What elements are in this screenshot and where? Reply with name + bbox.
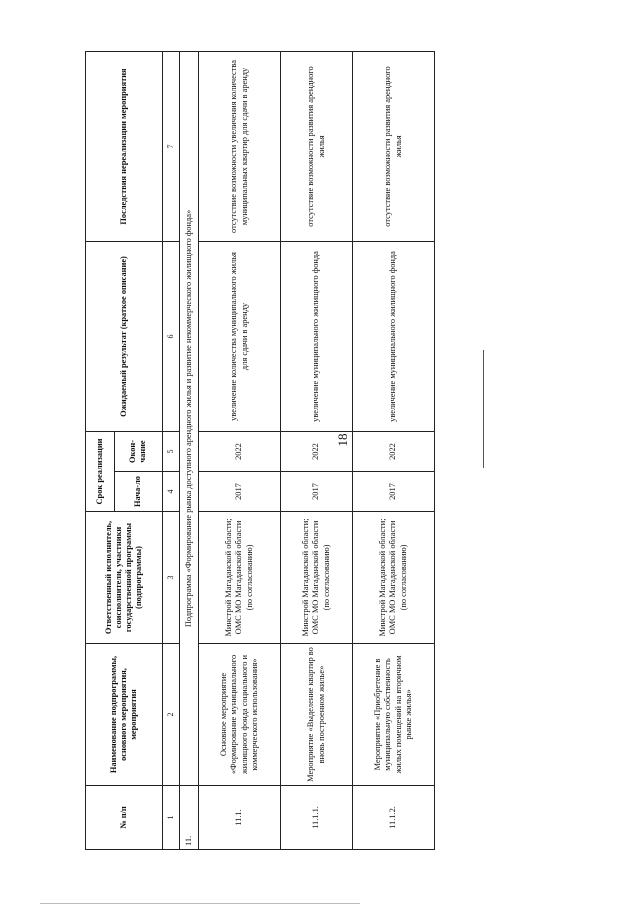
header-responsible: Ответственный исполнитель, соисполнители, участники государственной программы (подпрограммы) [86, 512, 163, 644]
row-consequences: отсутствие возможности развития арендного жилья [353, 51, 435, 241]
row-start: 2017 [199, 472, 281, 512]
row-start: 2017 [353, 472, 435, 512]
table-row [353, 51, 435, 849]
row-responsible: Минстрой Магаданской области; ОМС МО Магаданской области (по согласованию) [353, 512, 435, 644]
row-name: Мероприятие «Приобретение в муниципальную собственность жилых помещений на вторичном рынке жилья» [353, 644, 435, 786]
row-start: 2017 [281, 472, 353, 512]
row-end: 2022 [281, 431, 353, 471]
column-number: 3 [163, 512, 180, 644]
page-number: 18 [335, 433, 350, 447]
header-name: Наименование подпрограммы, основного мероприятия, мероприятия [86, 644, 163, 786]
page-bottom-edge [40, 903, 360, 904]
row-result: увеличение количества муниципального жилья для сдачи в аренду [199, 241, 281, 431]
column-number: 6 [163, 241, 180, 431]
row-num: 11.1. [199, 786, 281, 850]
row-result: увеличение муниципального жилищного фонда [281, 241, 353, 431]
row-responsible: Минстрой Магаданской области; ОМС МО Магаданской области (по согласованию) [281, 512, 353, 644]
row-consequences: отсутствие возможности развития арендного жилья [281, 51, 353, 241]
column-number: 1 [163, 786, 180, 850]
row-name: Мероприятие «Выделение квартир во вновь построенном жилье» [281, 644, 353, 786]
header-result: Ожидаемый результат (краткое описание) [86, 241, 163, 431]
header-num: № п/п [86, 786, 163, 850]
row-num: 11.1.1. [281, 786, 353, 850]
row-num: 11.1.2. [353, 786, 435, 850]
row-result: увеличение муниципального жилищного фонда [353, 241, 435, 431]
header-consequences: Последствия нереализации мероприятия [86, 51, 163, 241]
row-responsible: Минстрой Магаданской области; ОМС МО Магаданской области (по согласованию) [199, 512, 281, 644]
column-number: 5 [163, 431, 180, 471]
row-end: 2022 [353, 431, 435, 471]
program-measures-table [85, 51, 435, 850]
column-number: 2 [163, 644, 180, 786]
column-number: 4 [163, 472, 180, 512]
header-start: Нача-ло [114, 472, 162, 512]
column-number: 7 [163, 51, 180, 241]
subprogram-num: 11. [180, 786, 199, 850]
header-term: Срок реализации [86, 431, 115, 511]
table-header-row [86, 51, 115, 849]
rotated-table-block [85, 52, 435, 850]
row-name: Основное мероприятие «Формирование муниципального жилищного фонда социального и коммерческого использования» [199, 644, 281, 786]
row-end: 2022 [199, 431, 281, 471]
column-number-row [163, 51, 180, 849]
row-consequences: отсутствие возможности увеличения количества муниципальных квартир для сдачи в аренду [199, 51, 281, 241]
table-row [199, 51, 281, 849]
header-end: Окон-чание [114, 431, 162, 471]
subprogram-row [180, 51, 199, 849]
subprogram-title: Подпрограмма «Формирование рынка доступного арендного жилья и развитие некоммерческого жилищного фонда» [180, 51, 199, 785]
table-row [281, 51, 353, 849]
signature-line [483, 350, 484, 468]
